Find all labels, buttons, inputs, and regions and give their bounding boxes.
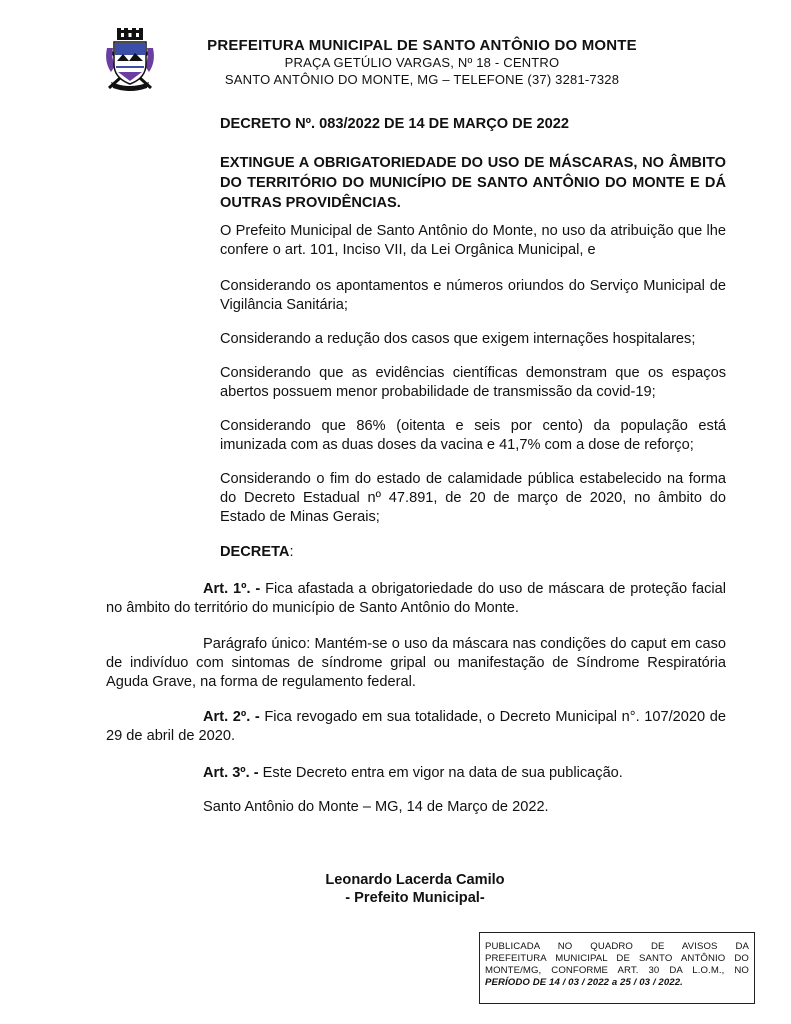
article-3 [106, 764, 726, 783]
article-1-text: Fica afastada a obrigatoriedade do uso de máscara de proteção facial no âmbito do território do município de Santo Antônio do Monte. [106, 581, 726, 616]
publication-notice-box [479, 932, 755, 1004]
decree-subject: EXTINGUE A OBRIGATORIEDADE DO USO DE MÁSCARAS, NO ÂMBITO DO TERRITÓRIO DO MUNICÍPIO DE SANTO ANTÔNIO DO MONTE E DÁ OUTRAS PROVIDÊNCIAS. [220, 155, 726, 211]
considerando-3: Considerando que as evidências científicas demonstram que os espaços abertos possuem menor probabilidade de transmissão da covid-19; [220, 365, 726, 400]
municipality-title: PREFEITURA MUNICIPAL DE SANTO ANTÔNIO DO MONTE [207, 37, 637, 54]
signatory-role: - Prefeito Municipal- [345, 890, 485, 906]
article-1-label: Art. 1º. - [203, 581, 261, 597]
decreta-label: DECRETA [220, 544, 290, 560]
signatory-name: Leonardo Lacerda Camilo [325, 872, 505, 888]
considerando-2: Considerando a redução dos casos que exigem internações hospitalares; [220, 331, 696, 347]
considerando-5: Considerando o fim do estado de calamidade pública estabelecido na forma do Decreto Estadual nº 47.891, de 20 de março de 2020, no âmbito do Estado de Minas Gerais; [220, 471, 726, 525]
article-2-text: Fica revogado em sua totalidade, o Decreto Municipal n°. 107/2020 de 29 de abril de 2020. [106, 709, 726, 744]
place-date-text: Santo Antônio do Monte – MG, 14 de Março de 2022. [203, 799, 549, 815]
municipality-address: PRAÇA GETÚLIO VARGAS, Nº 18 - CENTRO [284, 55, 560, 70]
decreta-heading [220, 543, 726, 562]
decree-preamble: O Prefeito Municipal de Santo Antônio do Monte, no uso da atribuição que lhe confere o art. 101, Inciso VII, da Lei Orgânica Municipal, e [220, 223, 726, 258]
considerando-4: Considerando que 86% (oitenta e seis por cento) da população está imunizada com as duas doses da vacina e 41,7% com a dose de reforço; [220, 418, 726, 453]
decree-title: DECRETO Nº. 083/2022 DE 14 DE MARÇO DE 2022 [220, 116, 569, 132]
article-2-label: Art. 2º. - [203, 709, 260, 725]
coat-of-arms-icon [103, 26, 157, 94]
article-1-sole-paragraph [106, 635, 726, 692]
sole-paragraph-text: Parágrafo único: Mantém-se o uso da máscara nas condições do caput em caso de indivíduo com sintomas de síndrome gripal ou manifestação de Síndrome Respiratória Aguda Grave, na forma de regulamento federal. [106, 636, 726, 690]
publication-line-1: PUBLICADA NO QUADRO DE AVISOS DA [485, 941, 749, 952]
decreta-colon: : [289, 544, 294, 560]
place-date [106, 798, 726, 817]
municipality-city-phone: SANTO ANTÔNIO DO MONTE, MG – TELEFONE (37) 3281-7328 [224, 72, 620, 87]
publication-line-2: PREFEITURA MUNICIPAL DE SANTO ANTÔNIO DO [485, 953, 749, 964]
article-3-text: Este Decreto entra em vigor na data de sua publicação. [258, 765, 623, 781]
article-3-label: Art. 3º. - [203, 765, 259, 781]
publication-line-3: MONTE/MG, CONFORME ART. 30 DA L.O.M., NO [485, 965, 749, 976]
publication-period: PERÍODO DE 14 / 03 / 2022 a 25 / 03 / 2022. [485, 977, 683, 988]
article-1 [106, 580, 726, 618]
considerando-1: Considerando os apontamentos e números oriundos do Serviço Municipal de Vigilância Sanitária; [220, 278, 726, 313]
article-2 [106, 708, 726, 746]
